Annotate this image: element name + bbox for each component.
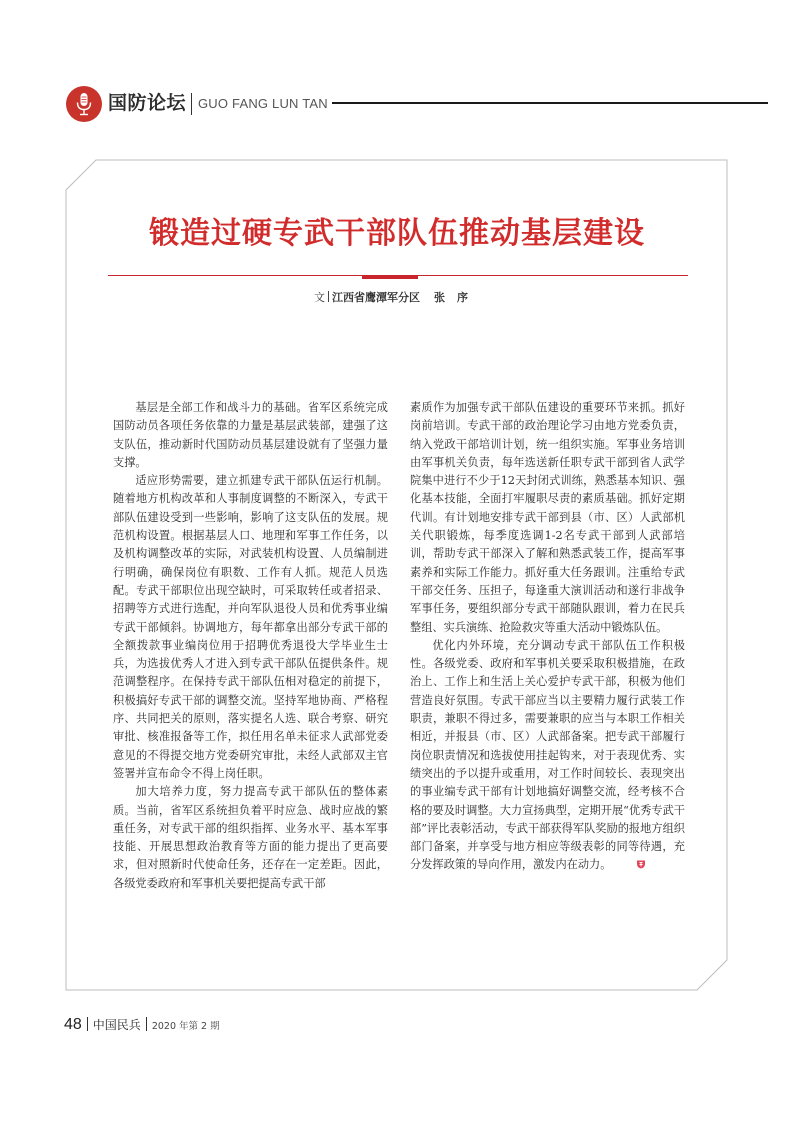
byline-divider [328, 291, 329, 302]
section-title-pinyin: GUO FANG LUN TAN [198, 96, 328, 111]
page-number: 48 [64, 1016, 82, 1033]
page-footer [64, 1015, 220, 1035]
header-rule [332, 102, 768, 104]
paragraph-text: 优化内外环境，充分调动专武干部队伍工作积极性。各级党委、政府和军事机关要采取积极措施，在政治上、工作上和生活上关心爱护专武干部，积极为他们营造良好氛围。专武干部应当以主要精力履行武装工作职责，兼职不得过多，需要兼职的应当与本职工作相关相近，并报县（市、区）人武部备案。把专武干部履行岗位职责情况和选拔使用挂起钩来，对于表现优秀、实绩突出的予以提升或重用，对工作时间较长、表现突出的事业编专武干部有计划地搞好调整交流，经考核不合格的要及时调整。大力宣扬典型，定期开展“优秀专武干部”评比表彰活动，专武干部获得军队奖励的报地方组织部门备案，并享受与地方相应等级表彰的同等待遇，充分发挥政策的导向作用，激发内在动力。 [410, 638, 685, 872]
paragraph: 适应形势需要，建立抓建专武干部队伍运行机制。随着地方机构改革和人事制度调整的不断深入，专武干部队伍建设受到一些影响，影响了这支队伍的发展。规范机构设置。根据基层人口、地理和军事工作任务，以及机构调整改革的实际，对武装机构设置、人员编制进行明确，确保岗位有职数、工作有人抓。规范人员选配。专武干部职位出现空缺时，可采取转任或者招录、招聘等方式进行选配，并向军队退役人员和优秀事业编专武干部倾斜。协调地方，每年都拿出部分专武干部的全额拨款事业编岗位用于招聘优秀退役大学毕业生士兵，为选拔优秀人才进入到专武干部队伍提供条件。规范调整程序。在保持专武干部队伍相对稳定的前提下，积极搞好专武干部的调整交流。坚持军地协商、严格程序、共同把关的原则，落实提名人选、联合考察、研究审批、核准报备等工作，拟任用名单未征求人武部党委意见的不得提交地方党委研究审批，未经人武部双主官签署并宣布命令不得上岗任职。 [113, 474, 388, 780]
body-column-left [113, 399, 388, 893]
header-divider [191, 93, 192, 115]
microphone-icon [66, 86, 102, 122]
byline-unit: 江西省鹰潭军分区 [332, 291, 420, 304]
paragraph: 加大培养力度，努力提高专武干部队伍的整体素质。当前，省军区系统担负着平时应急、战时应战的繁重任务，对专武干部的组织指挥、业务水平、基本军事技能、开展思想政治教育等方面的能力提出了更高要求，但对照新时代使命任务，还存在一定差距。因此，各级党委政府和军事机关要把提高专武干部 [113, 785, 388, 890]
magazine-name: 中国民兵 [92, 1018, 141, 1032]
body-column-right [410, 399, 685, 875]
paragraph: 基层是全部工作和战斗力的基础。省军区系统完成国防动员各项任务依靠的力量是基层武装部，建强了这支队伍，推动新时代国防动员基层建设就有了坚强力量支撑。 [113, 401, 388, 469]
section-title: 国防论坛 [108, 92, 187, 114]
footer-divider [146, 1017, 147, 1031]
article-title: 锻造过硬专武干部队伍推动基层建设 [149, 216, 645, 251]
footer-divider [87, 1017, 88, 1031]
byline-author: 张序 [434, 291, 480, 304]
byline [0, 290, 794, 306]
section-header [66, 86, 768, 122]
byline-prefix: 文 [314, 291, 325, 304]
issue-label: 2020 年第 2 期 [151, 1021, 220, 1032]
paragraph [410, 637, 685, 875]
paragraph: 素质作为加强专武干部队伍建设的重要环节来抓。抓好岗前培训。专武干部的政治理论学习由地方党委负责，纳入党政干部培训计划，统一组织实施。军事业务培训由军事机关负责，每年选送新任职专武干部到省人武学院集中进行不少于12天封闭式训练，熟悉基本知识、强化基本技能，全面打牢履职尽责的素质基础。抓好定期代训。有计划地安排专武干部到县（市、区）人武部机关代职锻炼，每季度选调1-2名专武干部到人武部培训，帮助专武干部深入了解和熟悉武装工作，提高军事素养和实际工作能力。抓好重大任务跟训。注重给专武干部交任务、压担子，每逢重大演训活动和遂行非战争军事任务，要组织部分专武干部随队跟训，着力在民兵整组、实兵演练、抢险救灾等重大活动中锻炼队伍。 [410, 401, 685, 634]
title-rule-accent [362, 275, 418, 279]
shield-end-mark-icon [613, 857, 623, 867]
